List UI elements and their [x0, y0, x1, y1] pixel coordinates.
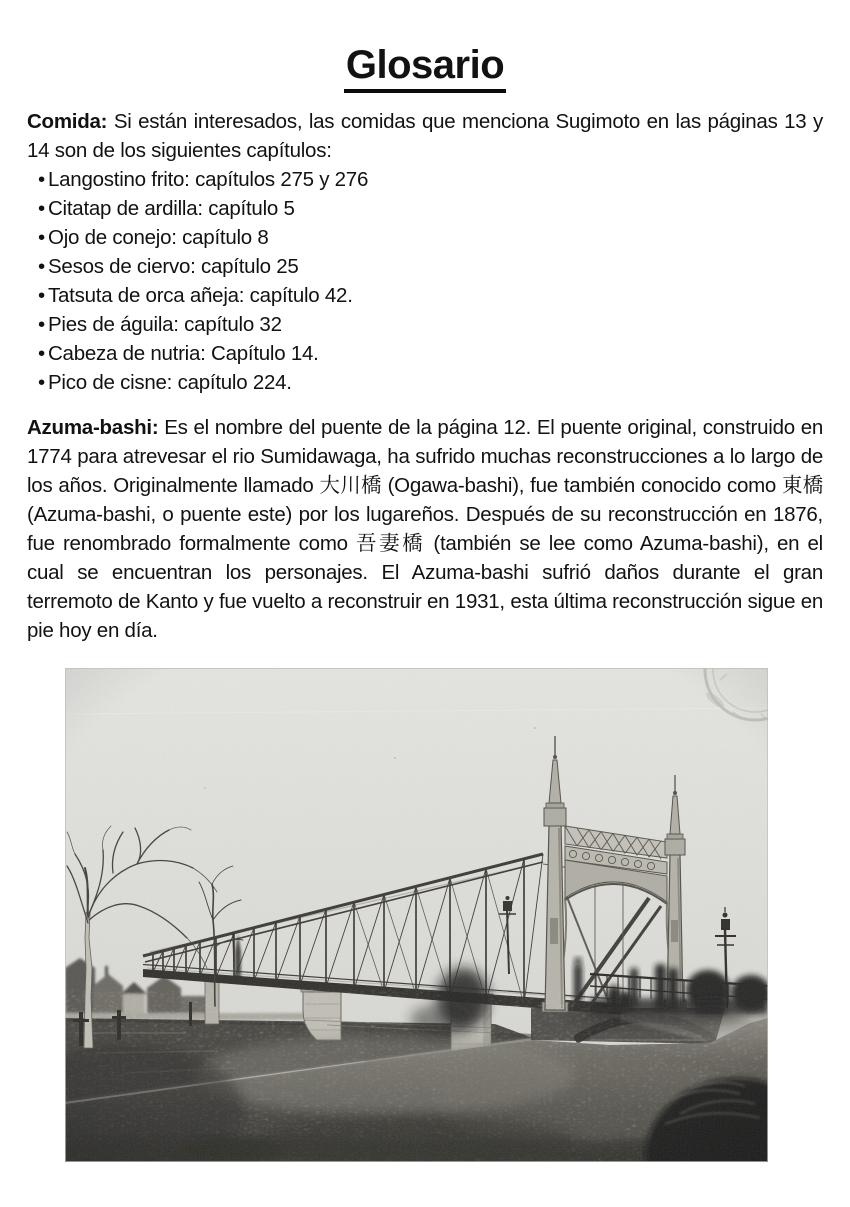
bullet-marker: •	[38, 226, 45, 249]
glossary-content	[27, 107, 823, 645]
list-item-text: Cabeza de nutria: Capítulo 14.	[48, 342, 319, 365]
list-item	[38, 368, 823, 397]
bullet-marker: •	[38, 313, 45, 336]
page-title: Glosario	[344, 44, 506, 93]
list-item	[38, 252, 823, 281]
title-wrap	[0, 0, 850, 93]
list-item-text: Pico de cisne: capítulo 224.	[48, 371, 292, 394]
list-item-text: Citatap de ardilla: capítulo 5	[48, 197, 295, 220]
bullet-marker: •	[38, 168, 45, 191]
comida-intro: Si están interesados, las comidas que menciona Sugimoto en las páginas 13 y 14 son de los siguientes capítulos:	[27, 110, 823, 162]
list-item	[38, 281, 823, 310]
comida-list	[27, 165, 823, 397]
comida-paragraph	[27, 107, 823, 165]
azuma-term: Azuma-bashi:	[27, 416, 159, 439]
bullet-marker: •	[38, 255, 45, 278]
list-item-text: Sesos de ciervo: capítulo 25	[48, 255, 299, 278]
list-item-text: Pies de águila: capítulo 32	[48, 313, 282, 336]
list-item	[38, 194, 823, 223]
azuma-paragraph	[27, 413, 823, 645]
list-item	[38, 165, 823, 194]
azuma-bashi-photo	[65, 668, 768, 1162]
bullet-marker: •	[38, 197, 45, 220]
list-item-text: Langostino frito: capítulos 275 y 276	[48, 168, 369, 191]
list-item	[38, 223, 823, 252]
list-item	[38, 310, 823, 339]
list-item-text: Ojo de conejo: capítulo 8	[48, 226, 269, 249]
azuma-body: Es el nombre del puente de la página 12. El puente original, construido en 1774 para atrevesar el rio Sumidawaga, ha sufrido muchas reconstrucciones a lo largo de los años. Originalmente llamado 大川橋 (Ogawa-bashi), fue también conocido como 東橋 (Azuma-bashi, o puente este) por los lugareños. Después de su reconstrucción en 1876, fue renombrado formalmente como 吾妻橋 (también se lee como Azuma-bashi), en el cual se encuentran los personajes. El Azuma-bashi sufrió daños durante el gran terremoto de Kanto y fue vuelto a reconstruir en 1931, esta última reconstrucción sigue en pie hoy en día.	[27, 416, 824, 642]
list-item-text: Tatsuta de orca añeja: capítulo 42.	[48, 284, 353, 307]
comida-term: Comida:	[27, 110, 108, 133]
bullet-marker: •	[38, 284, 45, 307]
list-item	[38, 339, 823, 368]
bullet-marker: •	[38, 371, 45, 394]
bullet-marker: •	[38, 342, 45, 365]
